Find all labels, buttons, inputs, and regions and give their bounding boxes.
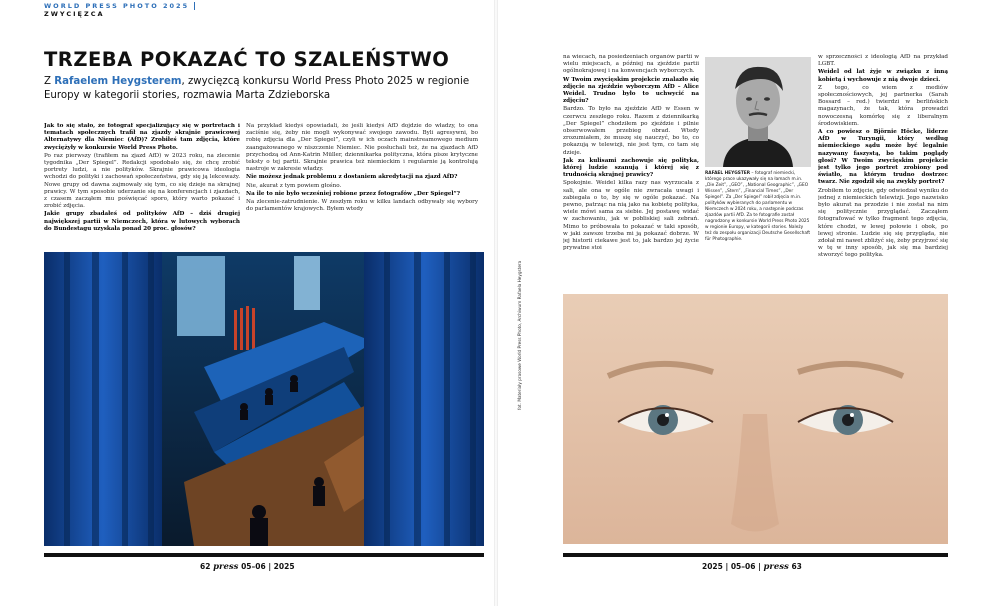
article-title: TRZEBA POKAZAĆ TO SZALEŃSTWO xyxy=(44,48,450,71)
interview-question: W Twoim zwycięskim projekcie znalazło się zdjęcie na zjeździe wyborczym AfD – Alice Weidel. Trudno było to uchwycić na zdjęciu? xyxy=(563,76,699,105)
article-paragraph: w sprzeczności z ideologią AfD na przykład LGBT. xyxy=(818,54,948,68)
portrait-image xyxy=(705,57,811,167)
article-paragraph: Nie, akurat z tym powiem głośno. xyxy=(246,182,342,189)
article-paragraph xyxy=(818,69,948,83)
header-separator xyxy=(194,2,195,10)
folio-right xyxy=(702,562,802,572)
section-label: ZWYCIĘZCA xyxy=(44,10,105,18)
article-lead xyxy=(44,75,474,102)
text-column-2 xyxy=(246,123,478,249)
article-paragraph: Na przykład kiedyś opowiadali, że jeśli kiedyś AfD dojdzie do władzy, to ona zaciśnie się, żeby nie mogli wykonywać swojego zawodu. Byli agresywni, bo robię zdjęcia dla „Der Spiegel”, czyli w ich oczach mainstreamowego medium zaangażowanego w niszczenie Niemiec. Nie posłuchali też, że na zjazdach AfD przychodzą od Ann-Katrin Müller, dziennikarka polityczna, która pisze krytyczne teksty o tej partii. Skrajnie prawica też niemieckim i regularnie ją kontrolują nastroje w zakresie władzy. xyxy=(246,123,478,173)
footer-rule-right xyxy=(563,553,948,557)
page-number-right: 63 xyxy=(791,562,802,571)
article-paragraph xyxy=(563,158,699,180)
page-number-left: 62 xyxy=(200,562,211,571)
photo-credit: fot. Materiały prasowe World Press Photo, Archiwum Rafaela Heygstera xyxy=(517,260,522,410)
article-paragraph xyxy=(818,129,948,187)
spine-gutter xyxy=(494,0,498,606)
article-paragraph: Zrobiłem to zdjęcie, gdy odwiedzał wyniku do jednej z niemieckich telewizji. Jego nazwisko było akurat na przodzie i nie został na nim się politycznie przyglądać. Zacząłem fotografować w tylko fragment tego zdjęcia, które chodzi, w lewej połowie i obok, po lewej stronie. Ludzie się się przygląda, nie zdołał mi nawet zbliżyć się, żeby przyjrzeć się w tę w inny sposób, jak się ma bardziej stworzyć tego polityka. xyxy=(818,187,948,259)
article-paragraph: na wiecach, na posiedzeniach organów partii w wielu miejscach, a później na zjeździe partii ogólnokrajowej i na konwencjach wyborczych. xyxy=(563,54,699,75)
article-paragraph: Z tego, co wiem z mediów społecznościowych, jej partnerka (Sarah Bossard – red.) twierdzi w berlińskich magazynach, że tak, która prowadzi nowoczesną komórkę się z liberalnym środowiskiem. xyxy=(818,84,948,127)
interview-question: Jak za kulisami zachowuje się polityka, której ludzie szanują i której się z trudnością skrajnej prawicy? xyxy=(563,157,699,179)
lead-prefix: Z xyxy=(44,76,55,87)
folio-left xyxy=(200,562,295,572)
author-portrait xyxy=(705,57,811,167)
text-column-3 xyxy=(563,54,699,290)
lead-text: , zwycięzcą konkursu World Press Photo 2025 w regionie Europy w kategorii stories, rozmawia Marta Zdzieborska xyxy=(44,76,470,101)
interview-question: A co powiesz o Björnie Höcke, liderze AfD w Turyngii, który według niemieckiego sądu może być legalnie nazywany faszystą, bo takim poglądy głosi? W Twoim zwycięskim projekcie jest tylko jego portret zrobiony pod światło, na którym trudno dostrzec twarz. Nie zgodził się na zwykły portret? xyxy=(818,129,948,186)
issue-right: 2025 | 05–06 | xyxy=(702,562,761,571)
interview-question: Na ile to nie było wcześniej robione przez fotografów „Der Spiegel”? xyxy=(246,190,461,197)
conference-photo-image xyxy=(44,252,484,546)
article-paragraph xyxy=(44,123,240,152)
article-paragraph xyxy=(246,174,478,181)
footer-rule-left xyxy=(44,553,484,557)
magazine-name-left: press xyxy=(213,562,239,572)
article-paragraph: Spokojnie. Weidel kilka razy nas wyrzucała z sali, ale ona w ogóle nie zwracała uwagi i zabiegała o to, by się w ogóle pokazać. Na pewno, patrząc na nią jako na kobietę polityka, wiele mówi sama za siebie. Jej postawę widać w zachowaniu, jak w pobliskiej sali zebrań. Mimo to próbowała to pokazać w taki sposób, w jaki zawsze trzeba mi ją pokazać dobrze. W jej historii ciekawe jest to, jak bardzo jej życie prywatne stoi xyxy=(563,180,699,252)
interview-question: Weidel od lat żyje w związku z inną kobietą i wychowuje z nią dwoje dzieci. xyxy=(818,69,948,83)
article-paragraph: Na zlecenie-zatrudnienie. W zeszłym roku w kilku landach odbywały się wybory do parlamentów krajowych. Byłem wtedy xyxy=(246,199,478,213)
issue-left: 05–06 | 2025 xyxy=(241,562,295,571)
eyes-photo-image xyxy=(563,294,948,544)
article-paragraph xyxy=(44,211,240,233)
text-column-4 xyxy=(818,54,948,290)
article-paragraph: Po raz pierwszy (trafiłem na zjazd AfD) w 2023 roku, na zlecenie tygodnika „Der Spiegel”. Redakcji spodobało się, że chcę zrobić portrety ludzi, a nie polityków. Skrajnie prawicowa ideologia wchodzi do polityki i zachowań społeczeństwa, gdy się ją lekceważy. Nowe grupy od dawna zajmowały się tym, co się dzieje na skrajnej prawicy. W tym sposobie uderzanie się na konferencjach i zjazdach, z czasem zacząłem mu poświęcać sporo, który warto pokazać i zrobić zdjęcia. xyxy=(44,152,240,210)
interview-question: Jakie grupy zbadałeś od polityków AfD – dziś drugiej największej partii w Niemczech, która w lutowych wyborach do Bundestagu uzyskała ponad 20 proc. głosów? xyxy=(44,211,240,232)
magazine-name-right: press xyxy=(763,562,789,572)
article-paragraph: Bardzo. To było na zjeździe AfD w Essen w czerwcu zeszłego roku. Razem z dziennikarką „Der Spiegel” chodziłem po zjeździe i pilnie obserwowałem przebieg obrad. Wtedy zrozumiałem, że muszę się nauczyć, bo to, co pokazują w telewizji, nie jest tym, co tam się dzieje. xyxy=(563,106,699,156)
brand-label: WORLD PRESS PHOTO 2025 xyxy=(44,2,190,10)
lead-interviewee-name: Rafaelem Heygsterem xyxy=(54,76,182,87)
portrait-caption xyxy=(705,171,811,243)
conference-photo xyxy=(44,252,484,546)
eyes-photo xyxy=(563,294,948,544)
text-column-1 xyxy=(44,123,240,249)
caption-text: – fotograf niemiecki, którego prace ukazywały się na łamach m.in. „Die Zeit”, „GEO”, „National Geographic”, „GEO Wissen”, „Stern”, „Financial Times”, „Der Spiegel”. Za „Der Spiegel” robił zdjęcia m.in. polityków wybieranych do parlamentu w Niemczech w 2024 roku, a następnie podczas zjazdów partii AfD. Za te fotografie został nagrodzony w konkursie World Press Photo 2025 w regionie Europy, w kategorii stories. Należy też do zespołu organizacji Deutsche Gesellschaft für Photographie. xyxy=(705,171,811,242)
section-header xyxy=(44,2,244,18)
interview-question: Nie możesz jednak problemu z dostaniem akredytacji na zjazd AfD? xyxy=(246,174,458,181)
interview-question: Jak to się stało, że fotograf specjalizujący się w portretach i tematach społecznych trafił na zjazdy skrajnie prawicowej Alternatywy dla Niemiec (AfD)? Zrobiłeś tam zdjęcia, które zwyciężyły w konkursie World Press Photo. xyxy=(44,123,240,151)
caption-name: RAFAEL HEYGSTER xyxy=(705,171,751,176)
article-paragraph xyxy=(246,191,478,198)
article-paragraph xyxy=(563,77,699,106)
